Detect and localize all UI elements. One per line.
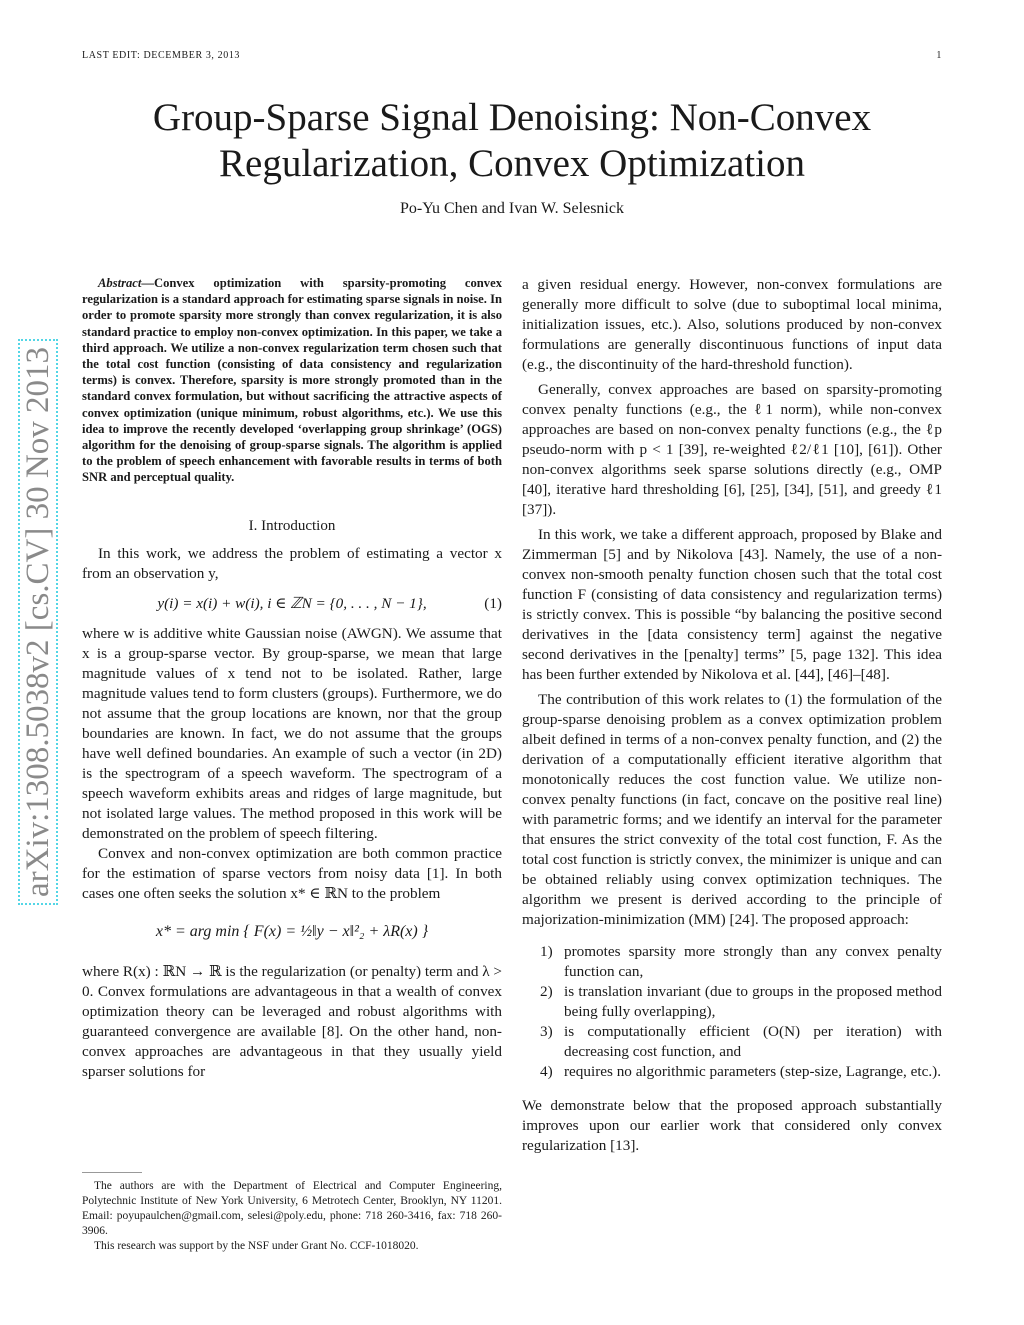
right-column [522, 275, 942, 1156]
footnotes [82, 1172, 502, 1254]
author-list: Po-Yu Chen and Ivan W. Selesnick [400, 200, 624, 217]
equation-1 [82, 584, 502, 624]
list-item [522, 942, 942, 982]
list-item-number: 1) [540, 943, 553, 960]
equation-1-body: y(i) = x(i) + w(i), i ∈ ℤN = {0, . . . , N − 1}, [157, 594, 427, 612]
list-item-number: 4) [540, 1063, 553, 1080]
right-paragraph-3: In this work, we take a different approach, proposed by Blake and Zimmerman [5] and by Nikolova [43]. Namely, the use of a non-convex non-smooth penalty function chosen such that the total cost function F (consisting of data consistency and regularization terms) is strictly convex. This is possible “by balancing the positive second derivatives in the [data consistency term] against the negative second derivatives in the [penalty] terms” [5, page 132]. This idea has been further extended by Nikolova et al. [44], [46]–[48]. [522, 526, 942, 683]
list-item-number: 3) [540, 1023, 553, 1040]
left-column [82, 275, 502, 1082]
abstract-label: Abstract [98, 276, 142, 290]
footnote-rule [82, 1172, 142, 1173]
right-paragraph-4: The contribution of this work relates to (1) the formulation of the group-sparse denoising problem as a convex optimization problem albeit defined in terms of a non-convex penalty function, and (2) the derivation of a computationally efficient iterative algorithm that monotonically reduces the cost function value. We utilize non-convex penalty functions (in fact, concave on the positive real line) with parametric forms; and we identify an interval for the parameter that ensures the strict convexity of the total cost function, F. As the total cost function is strictly convex, the minimizer is unique and can be obtained reliably using convex optimization techniques. The algorithm we present is derived according to the principle of majorization-minimization (MM) [24]. The proposed approach: [522, 691, 942, 928]
list-item-text: requires no algorithmic parameters (step-size, Lagrange, etc.). [564, 1063, 941, 1080]
list-item [522, 1022, 942, 1062]
page-number: 1 [936, 50, 942, 61]
right-paragraph-5: We demonstrate below that the proposed approach substantially improves upon our earlier work that considered only convex regularization [13]. [522, 1097, 942, 1154]
title-line-1: Group-Sparse Signal Denoising: Non-Convex [152, 96, 872, 139]
intro-paragraph-1: In this work, we address the problem of estimating a vector x from an observation y, [82, 544, 502, 582]
intro-paragraph-4: where R(x) : ℝN → ℝ is the regularization (or penalty) term and λ > 0. Convex formulations are advantageous in that a wealth of convex optimization theory can be leveraged and robust algorithms with guaranteed convergence are available [8]. On the other hand, non-convex approaches are advantageous in that they usually yield sparser solutions for [82, 962, 502, 1080]
equation-1-number: (1) [484, 594, 502, 612]
paper-title [0, 95, 1024, 187]
equation-2-body: x* = arg min { F(x) = ½‖y − x‖²₂ + λR(x) } [155, 922, 429, 940]
equation-2 [82, 904, 502, 962]
section-heading: I. Introduction [248, 517, 336, 534]
footnote-funding: This research was support by the NSF under Grant No. CCF-1018020. [94, 1240, 419, 1252]
arxiv-stamp [20, 315, 66, 905]
title-line-2: Regularization, Convex Optimization [219, 142, 805, 185]
contribution-list [522, 942, 942, 1082]
footnote-affiliation: The authors are with the Department of Electrical and Computer Engineering, Polytechnic Institute of New York University, 6 Metrotech Center, Brooklyn, NY 11201. Email: poyupaulchen@gmail.com, selesi@poly.edu, phone: 718 260-3416, fax: 718 260-3906. [82, 1180, 502, 1237]
right-paragraph-1: a given residual energy. However, non-convex formulations are generally more difficult to solve (due to suboptimal local minima, initialization issues, etc.). Also, solutions produced by non-convex formulations are generally discontinuous functions of input data (e.g., the discontinuity of the hard-threshold function). [522, 276, 942, 373]
arxiv-stamp-text: arXiv:1308.5038v2 [cs.CV] 30 Nov 2013 [18, 339, 58, 905]
intro-paragraph-2: where w is additive white Gaussian noise (AWGN). We assume that x is a group-sparse vector. By group-sparse, we mean that large magnitude values of x tend not to be isolated. Rather, large magnitude values tend to form clusters (groups). Furthermore, we do not assume that the group locations are known, nor that the group boundaries are known. In fact, we do not assume that the groups have well defined boundaries. An example of such a vector (in 2D) is the spectrogram of a speech waveform. The spectrogram of a speech waveform exhibits areas and ridges of large magnitude, but not isolated large values. The method proposed in this work will be demonstrated on the problem of speech filtering. [82, 624, 502, 842]
list-item [522, 1062, 942, 1082]
running-header: LAST EDIT: DECEMBER 3, 2013 [82, 50, 241, 61]
list-item-text: is translation invariant (due to groups in the proposed method being fully overlapping), [564, 983, 942, 1020]
abstract-text: —Convex optimization with sparsity-promoting convex regularization is a standard approach for estimating sparse signals in noise. In order to promote sparsity more strongly than convex regularization, it is also standard practice to employ non-convex optimization. In this paper, we take a third approach. We utilize a non-convex regularization term chosen such that the total cost function (consisting of data consistency and regularization terms) is convex. Therefore, sparsity is more strongly promoted than in the standard convex formulation, but without sacrificing the attractive aspects of convex optimization (unique minimum, robust algorithms, etc.). We use this idea to improve the recently developed ‘overlapping group shrinkage’ (OGS) algorithm for the denoising of group-sparse signals. The algorithm is applied to the problem of speech enhancement with favorable results in terms of both SNR and perceptual quality. [82, 276, 502, 485]
list-item [522, 982, 942, 1022]
list-item-text: is computationally efficient (O(N) per iteration) with decreasing cost function, and [564, 1023, 942, 1060]
abstract [82, 275, 502, 486]
right-paragraph-2: Generally, convex approaches are based on sparsity-promoting convex penalty functions (e.g., the ℓ1 norm), while non-convex approaches are based on non-convex penalty functions (e.g., the ℓp pseudo-norm with p < 1 [39], re-weighted ℓ2/ℓ1 [10], [61]). Other non-convex algorithms seek sparse solutions directly (e.g., OMP [40], iterative hard thresholding [6], [25], [34], [51], and greedy ℓ1 [37]). [522, 381, 942, 518]
list-item-text: promotes sparsity more strongly than any convex penalty function can, [564, 943, 942, 980]
intro-paragraph-3: Convex and non-convex optimization are both common practice for the estimation of sparse vectors from noisy data [1]. In both cases one often seeks the solution x* ∈ ℝN to the problem [82, 844, 502, 902]
list-item-number: 2) [540, 983, 553, 1000]
